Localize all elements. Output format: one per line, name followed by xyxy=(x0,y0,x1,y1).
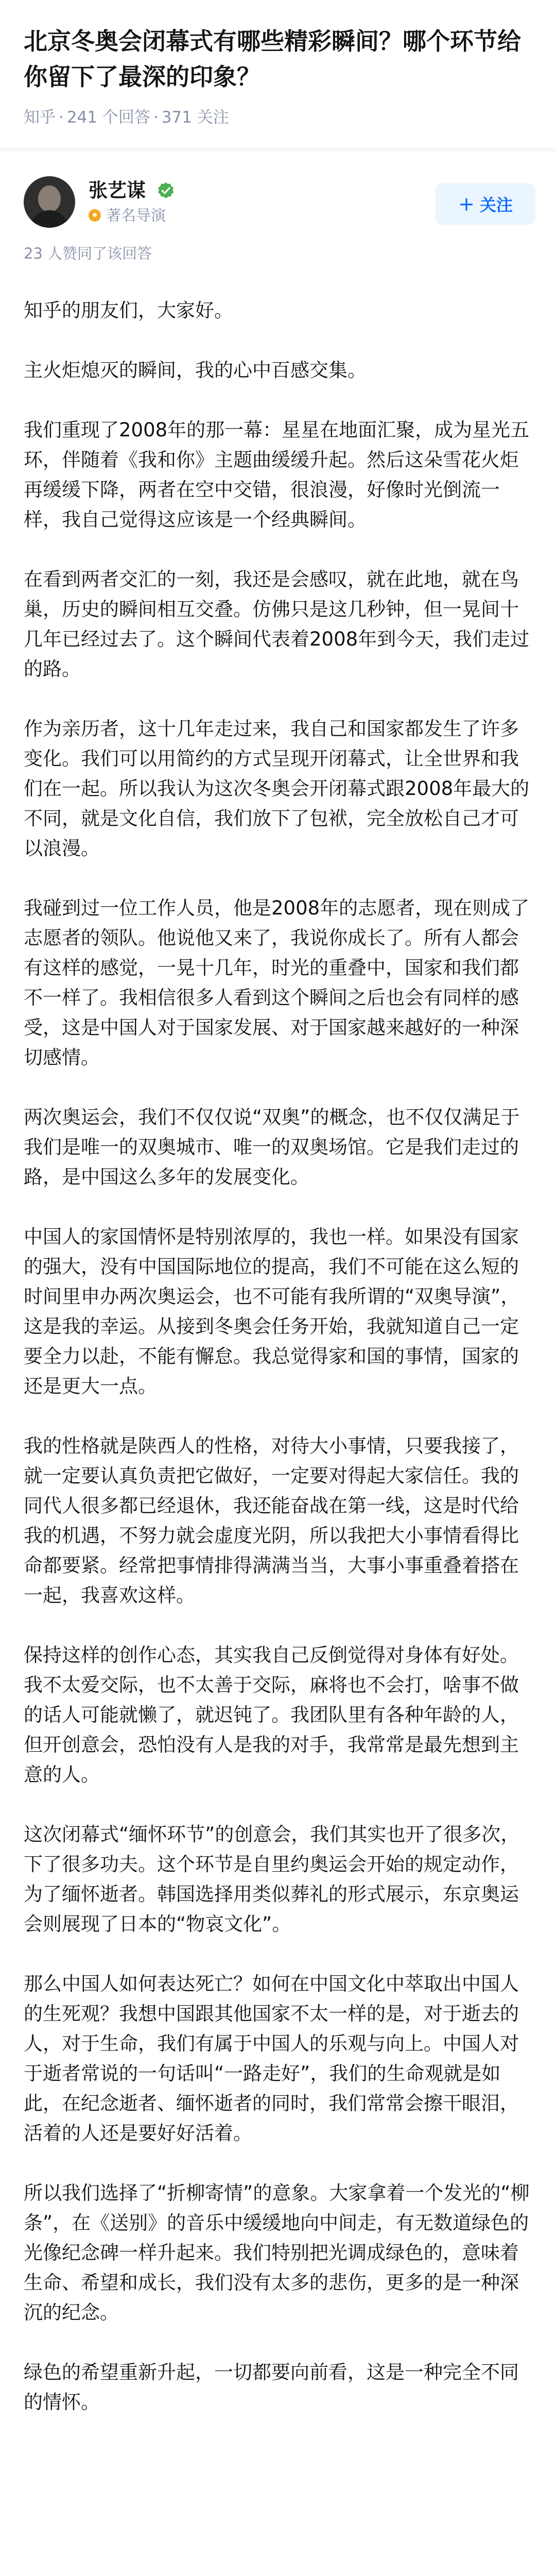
answer-paragraph: 绿色的希望重新升起，一切都要向前看，这是一种完全不同的情怀。 xyxy=(24,2361,519,2413)
answer-paragraph: 保持这样的创作心态，其实我自己反倒觉得对身体有好处。我不太爱交际，也不太善于交际，麻将也不会打，啥事不做的话人可能就懒了，就迟钝了。我团队里有各种年龄的人，但开创意会，恐怕没有人是我的对手，我常常是最先想到主意的人。 xyxy=(24,1644,519,1786)
answer-paragraph: 中国人的家国情怀是特别浓厚的，我也一样。如果没有国家的强大，没有中国国际地位的提高，我们不可能在这么短的时间里申办两次奥运会，也不可能有我所谓的“双奥导演”，这是我的幸运。从接到冬奥会任务开始，我就知道自己一定要全力以赴，不能有懈怠。我总觉得家和国的事情，国家的还是更大一点。 xyxy=(24,1226,520,1397)
answer-paragraph: 那么中国人如何表达死亡？如何在中国文化中萃取出中国人的生死观？我想中国跟其他国家不太一样的是，对于逝去的人，对于生命，我们有属于中国人的乐观与向上。中国人对于逝者常说的一句话叫“一路走好”，我们的生命观就是如此，在纪念逝者、缅怀逝者的同时，我们常常会擦干眼泪，活着的人还是要好好活着。 xyxy=(24,1973,519,2144)
answer-paragraph: 我的性格就是陕西人的性格，对待大小事情，只要我接了，就一定要认真负责把它做好，一定要对得起大家信任。我的同代人很多都已经退休，我还能奋战在第一线，这是时代给我的机遇，不努力就会虚度光阴，所以我把大小事情看得比命都要紧。经常把事情排得满满当当，大事小事重叠着搭在一起，我喜欢这样。 xyxy=(24,1435,519,1606)
upvote-count: 23 人赞同了该回答 xyxy=(24,245,152,262)
answer-body xyxy=(24,296,533,2447)
author-name[interactable]: 张艺谋 xyxy=(89,179,146,201)
follow-button-label: 关注 xyxy=(479,195,513,215)
answer-count[interactable]: 241 个回答 xyxy=(66,108,150,127)
site-name[interactable]: 知乎 xyxy=(24,108,56,127)
follow-count: 371 关注 xyxy=(161,108,229,127)
answer-paragraph: 两次奥运会，我们不仅仅说“双奥”的概念，也不仅仅满足于我们是唯一的双奥城市、唯一的双奥场馆。它是我们走过的路，是中国这么多年的发展变化。 xyxy=(24,1106,520,1188)
section-divider xyxy=(0,147,556,151)
answer-paragraph: 作为亲历者，这十几年走过来，我自己和国家都发生了许多变化。我们可以用简约的方式呈现开闭幕式，让全世界和我们在一起。所以我认为这次冬奥会开闭幕式跟2008年最大的不同，就是文化自信，我们放下了包袱，完全放松自己才可以浪漫。 xyxy=(24,718,530,859)
answer-paragraph: 这次闭幕式“缅怀环节”的创意会，我们其实也开了很多次，下了很多功夫。这个环节是自里约奥运会开始的规定动作，为了缅怀逝者。韩国选择用类似葬礼的形式展示，东京奥运会则展现了日本的“物哀文化”。 xyxy=(24,1823,520,1935)
answer-paragraph: 主火炬熄灭的瞬间，我的心中百感交集。 xyxy=(24,359,367,381)
answer-paragraph: 我们重现了2008年的那一幕：星星在地面汇聚，成为星光五环，伴随着《我和你》主题曲缓缓升起。然后这朵雪花火炬再缓缓下降，两者在空中交错，很浪漫，好像时光倒流一样，我自己觉得这应该是一个经典瞬间。 xyxy=(24,419,530,531)
answer-paragraph: 所以我们选择了“折柳寄情”的意象。大家拿着一个发光的“柳条”，在《送别》的音乐中缓缓地向中间走，有无数道绿色的光像纪念碑一样升起来。我们特别把光调成绿色的，意味着生命、希望和成长，我们没有太多的悲伤，更多的是一种深沉的纪念。 xyxy=(24,2182,530,2324)
question-meta: 知乎 · 241 个回答 · 371 关注 xyxy=(24,108,229,127)
author-description-text: 著名导演 xyxy=(106,207,166,224)
author-description xyxy=(89,205,166,226)
answer-paragraph: 知乎的朋友们，大家好。 xyxy=(24,299,233,321)
plus-icon: + xyxy=(458,193,475,215)
avatar[interactable] xyxy=(24,176,75,228)
question-title[interactable]: 北京冬奥会闭幕式有哪些精彩瞬间？哪个环节给你留下了最深的印象？ xyxy=(24,27,521,91)
answer-paragraph: 我碰到过一位工作人员，他是2008年的志愿者，现在则成了志愿者的领队。他说他又来了，我说你成长了。所有人都会有这样的感觉，一晃十几年，时光的重叠中，国家和我们都不一样了。我相信很多人看到这个瞬间之后也会有同样的感受，这是中国人对于国家发展、对于国家越来越好的一种深切感情。 xyxy=(24,897,530,1069)
medal-icon xyxy=(89,209,101,222)
verified-badge-icon xyxy=(157,181,175,200)
follow-button[interactable] xyxy=(436,183,535,225)
answer-paragraph: 在看到两者交汇的一刻，我还是会感叹，就在此地，就在鸟巢，历史的瞬间相互交叠。仿佛只是这几秒钟，但一晃间十几年已经过去了。这个瞬间代表着2008年到今天，我们走过的路。 xyxy=(24,568,530,680)
